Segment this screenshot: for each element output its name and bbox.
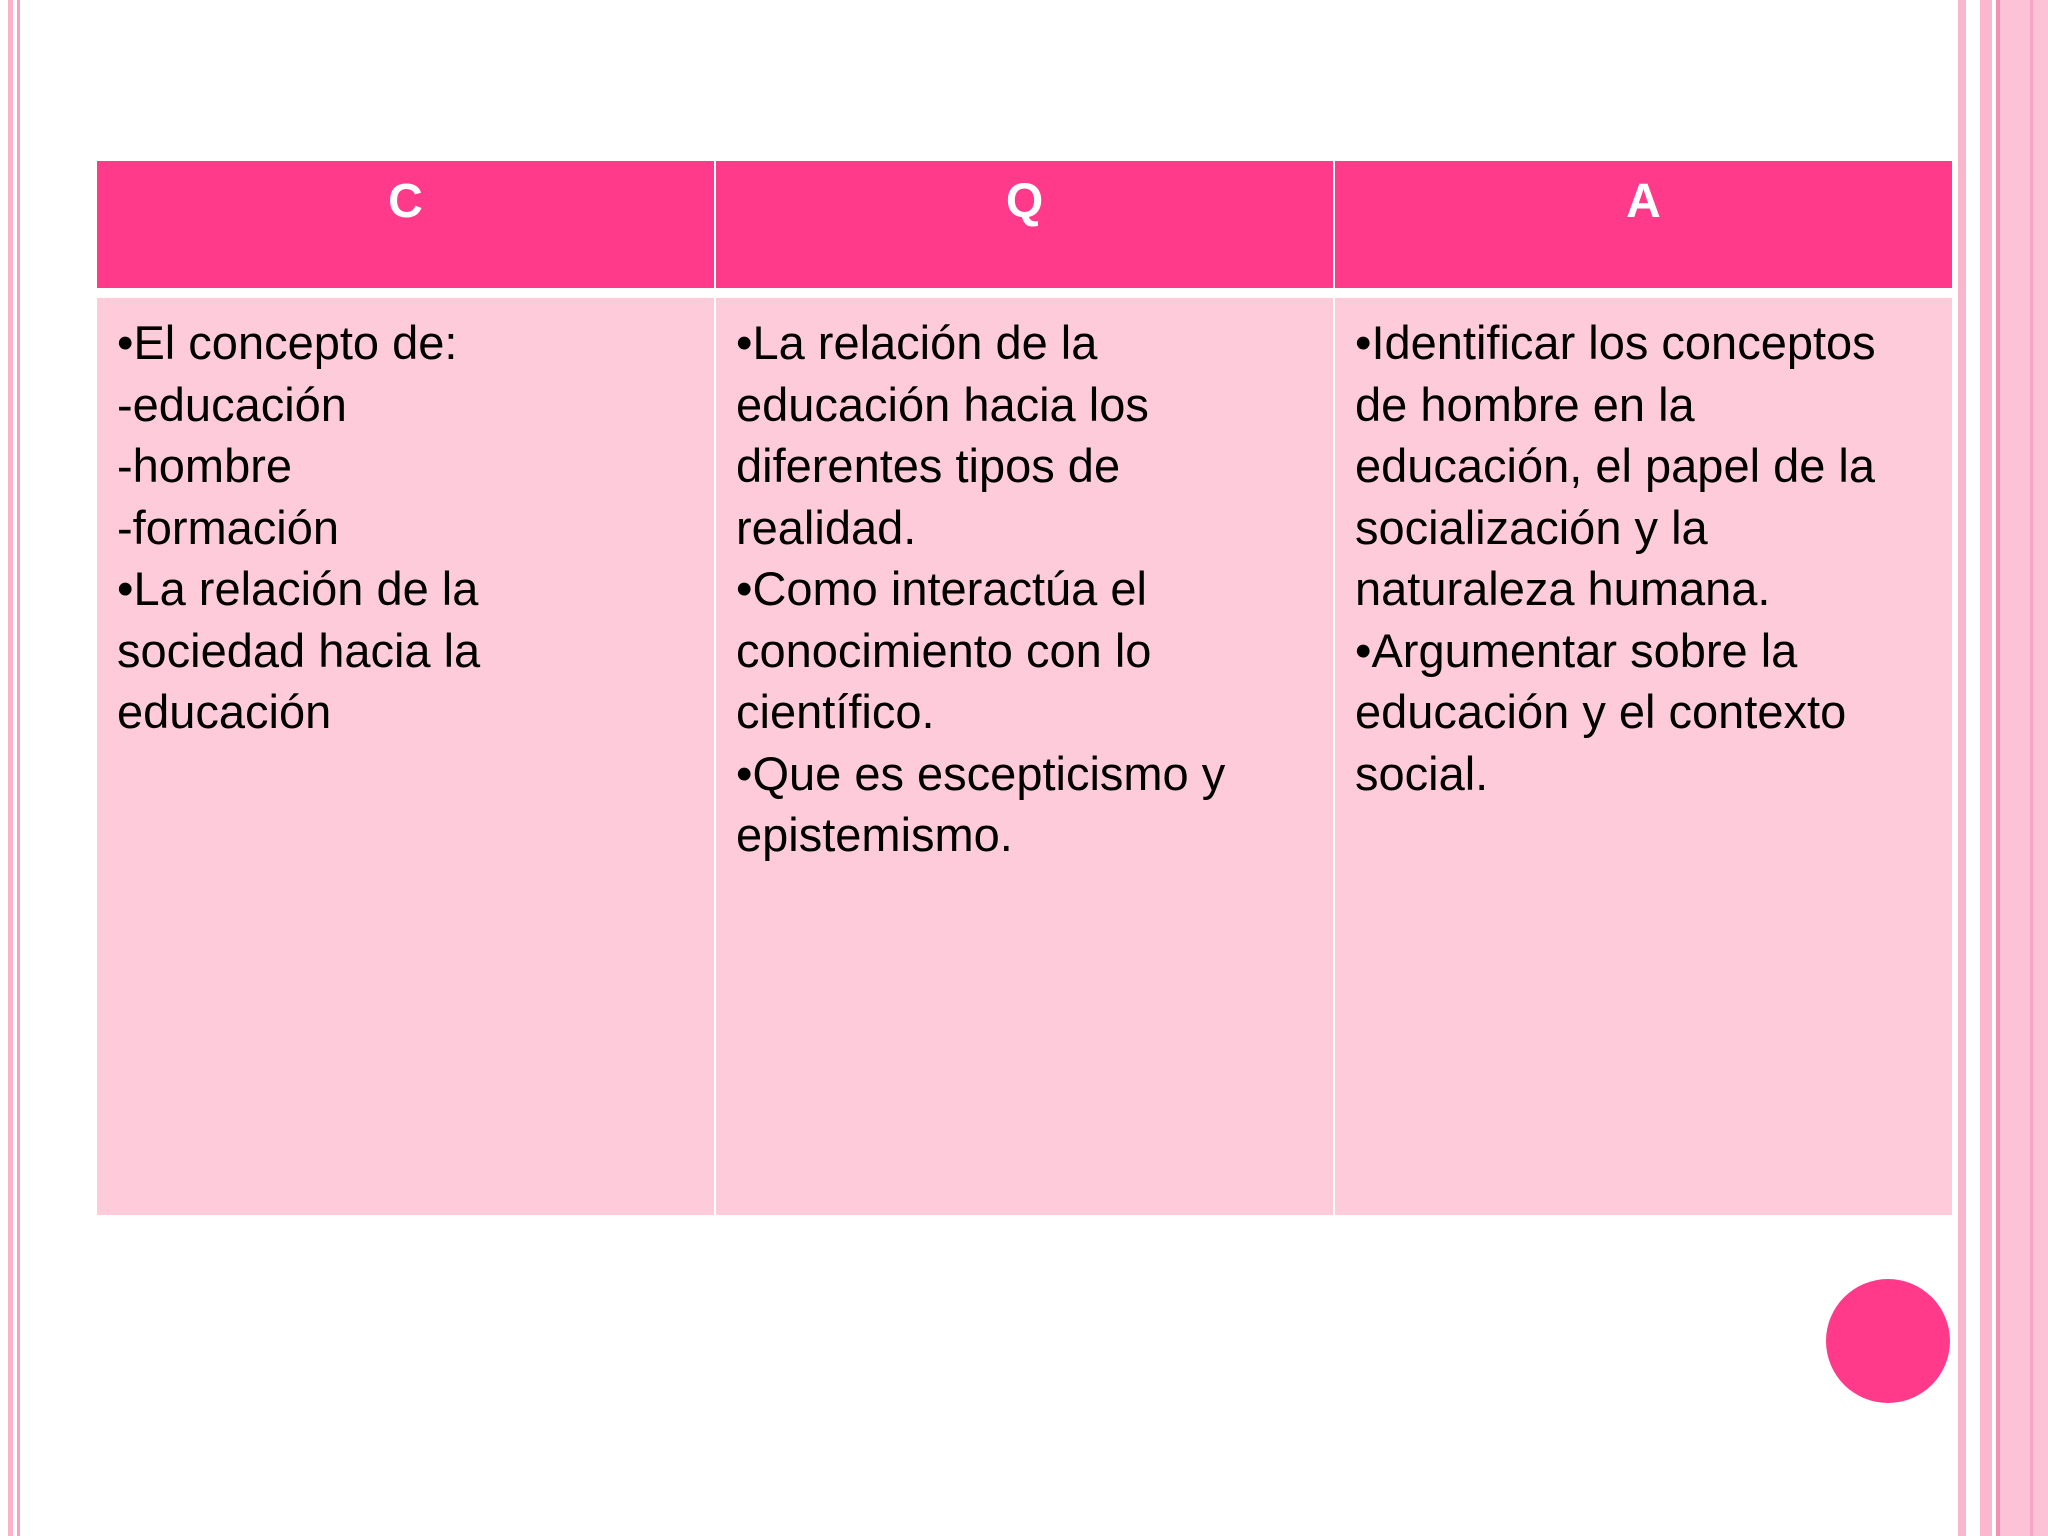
text-line: educación y el contexto (1355, 685, 1847, 738)
text-line: realidad. (736, 500, 917, 554)
right-border-stripe-4 (2000, 0, 2048, 1536)
right-border-stripe-1 (1958, 0, 1966, 1536)
text-line: •El concepto de: (117, 316, 458, 369)
text-line: •Como interactúa el (736, 562, 1147, 615)
column-a-content (1335, 298, 1952, 1215)
left-border-stripe (8, 0, 13, 1536)
text-line: educación hacia los (736, 377, 1149, 431)
left-border-stripe-inner (17, 0, 20, 1536)
text-line: educación, el papel de la (1355, 439, 1876, 492)
text-line: educación (117, 685, 332, 738)
text-line: diferentes tipos de (736, 439, 1121, 492)
cqa-table (97, 161, 1952, 1215)
text-line: •Argumentar sobre la (1355, 623, 1798, 677)
text-line: epistemismo. (736, 808, 1013, 861)
right-border-stripe-2 (1980, 0, 1992, 1536)
column-q-content (716, 298, 1333, 1215)
text-line: •Que es escepticismo y (736, 746, 1226, 800)
text-line: •Identificar los conceptos (1355, 316, 1876, 369)
text-line: •La relación de la (736, 316, 1098, 369)
text-line: científico. (736, 685, 935, 738)
text-line: social. (1355, 746, 1489, 800)
text-line: sociedad hacia la (117, 623, 481, 677)
header-q: Q (716, 161, 1333, 288)
text-line: -hombre (117, 439, 293, 492)
decorative-circle (1826, 1279, 1950, 1403)
text-line: •La relación de la (117, 562, 479, 615)
right-border-stripe-5 (2030, 0, 2033, 1536)
text-line: -formación (117, 500, 340, 554)
text-line: socialización y la (1355, 500, 1708, 554)
text-line: naturaleza humana. (1355, 562, 1771, 615)
text-line: -educación (117, 377, 347, 431)
column-c-content (97, 298, 714, 1215)
text-line: conocimiento con lo (736, 623, 1152, 677)
text-line: de hombre en la (1355, 377, 1695, 431)
header-a: A (1335, 161, 1952, 288)
header-c: C (97, 161, 714, 288)
